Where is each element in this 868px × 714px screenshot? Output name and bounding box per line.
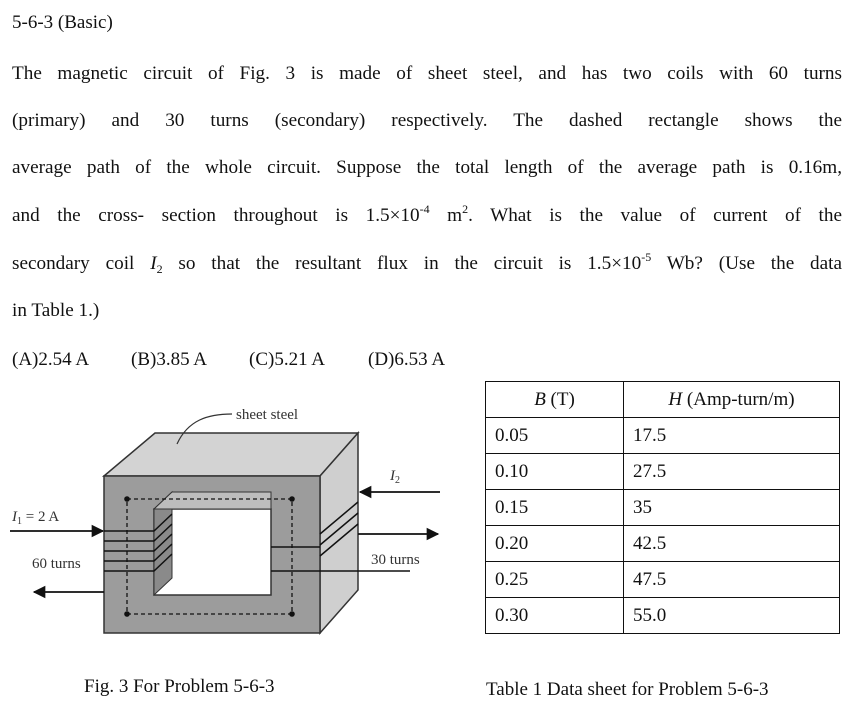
cell-b: 0.30 [486, 598, 624, 634]
primary-turns-label: 60 turns [32, 556, 81, 572]
secondary-turns-label: 30 turns [371, 552, 420, 568]
magnetic-circuit-figure [0, 388, 470, 643]
statement-line-4 [12, 204, 842, 228]
table-caption: Table 1 Data sheet for Problem 5-6-3 [486, 679, 769, 700]
line4-part-c: . What is the value of current of the [468, 205, 842, 226]
exponent-m2: 2 [462, 202, 469, 216]
header-h: H (Amp-turn/m) [624, 382, 840, 418]
line4-part-b: m [429, 205, 463, 226]
option-d: (D)6.53 A [368, 349, 446, 370]
statement-line-5 [12, 252, 842, 276]
path-corner-dot [289, 496, 295, 502]
cell-b: 0.20 [486, 526, 624, 562]
header-b: B (T) [486, 382, 624, 418]
path-corner-dot [124, 611, 130, 617]
var-i2: I [150, 253, 157, 274]
exponent-area: -4 [419, 202, 430, 216]
exponent-flux: -5 [641, 250, 652, 264]
cell-h: 47.5 [624, 562, 840, 598]
line4-part-a: and the cross- section throughout is 1.5×10 [12, 205, 420, 226]
i1-label: $I_1 = 2$ A [12, 509, 60, 527]
cell-b: 0.15 [486, 490, 624, 526]
window-inner-top [154, 492, 271, 509]
cell-h: 27.5 [624, 454, 840, 490]
cell-h: 55.0 [624, 598, 840, 634]
i2-label: $I_2$ [390, 468, 400, 486]
sheet-steel-label: sheet steel [236, 407, 299, 423]
option-c: (C)5.21 A [249, 349, 325, 370]
table-row [486, 454, 840, 490]
cell-b: 0.25 [486, 562, 624, 598]
table-row [486, 562, 840, 598]
path-corner-dot [124, 496, 130, 502]
line5-part-a: secondary coil [12, 253, 151, 274]
figure-caption: Fig. 3 For Problem 5-6-3 [84, 676, 275, 697]
cell-b: 0.05 [486, 418, 624, 454]
statement-line-1: The magnetic circuit of Fig. 3 is made of sheet steel, and has two coils with 60 turns [12, 63, 842, 84]
table-row [486, 490, 840, 526]
data-table [485, 381, 840, 634]
var-i2-sub: 2 [156, 262, 163, 276]
option-a: (A)2.54 A [12, 349, 90, 370]
table-header-row [486, 382, 840, 418]
line5-part-b: so that the resultant flux in the circuit is 1.5×10 [162, 253, 642, 274]
option-b: (B)3.85 A [131, 349, 207, 370]
path-corner-dot [289, 611, 295, 617]
statement-line-3: average path of the whole circuit. Suppose the total length of the average path is 0.16m, [12, 157, 842, 178]
core-top-face [104, 433, 358, 476]
line5-part-c: Wb? (Use the data [651, 253, 842, 274]
statement-line-6: in Table 1.) [12, 300, 100, 321]
statement-line-2: (primary) and 30 turns (secondary) respectively. The dashed rectangle shows the [12, 110, 842, 131]
cell-h: 42.5 [624, 526, 840, 562]
cell-b: 0.10 [486, 454, 624, 490]
table-row [486, 526, 840, 562]
cell-h: 35 [624, 490, 840, 526]
table-row [486, 418, 840, 454]
table-row [486, 598, 840, 634]
problem-id: 5-6-3 (Basic) [12, 12, 113, 33]
cell-h: 17.5 [624, 418, 840, 454]
